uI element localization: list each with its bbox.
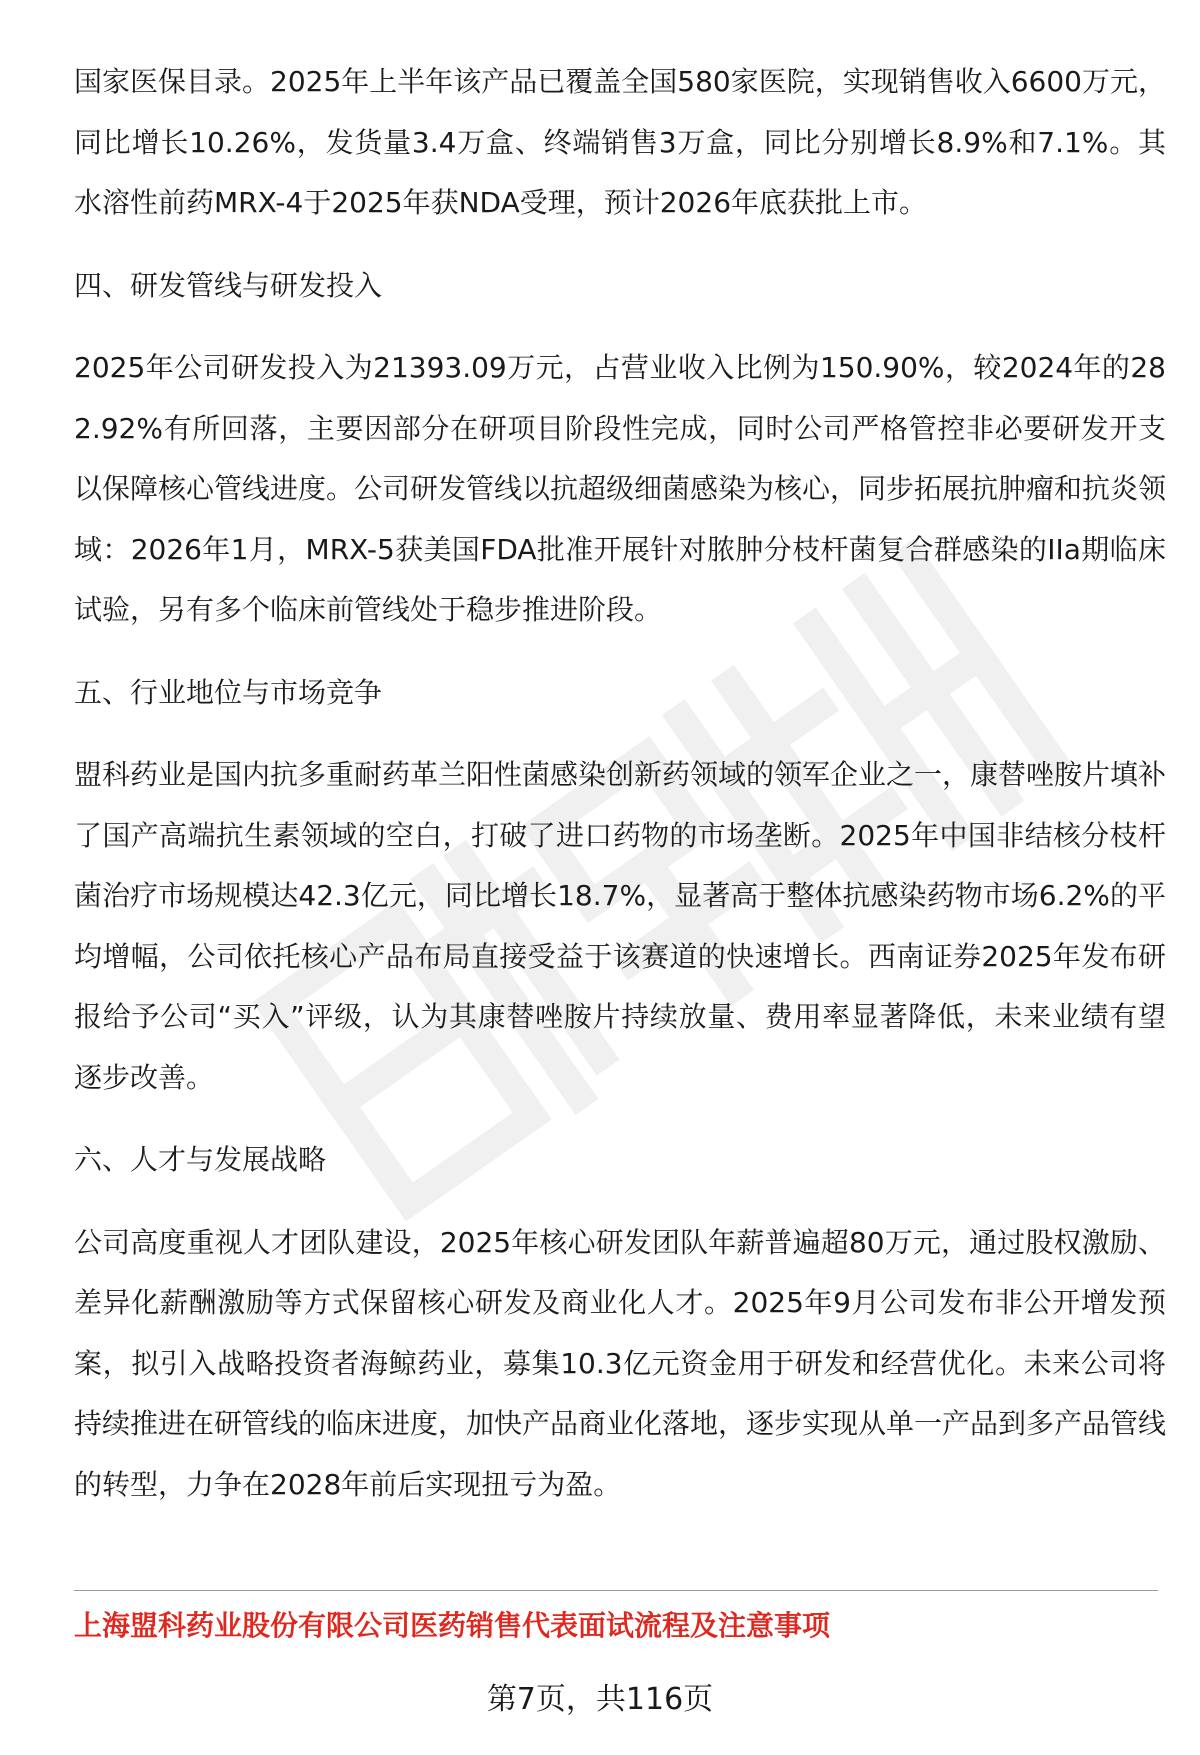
section-heading-talent: 六、人才与发展战略	[74, 1143, 327, 1176]
paragraph-rnd: 2025年公司研发投入为21393.09万元，占营业收入比例为150.90%，较2024年的282.92%有所回落，主要因部分在研项目阶段性完成，同时公司严格管控非必要研发开支以保障核心管线进度。公司研发管线以抗超级细菌感染为核心，同步拓展抗肿瘤和抗炎领域：2026年1月，MRX-5获美国FDA批准开展针对脓肿分枝杆菌复合群感染的IIa期临床试验，另有多个临床前管线处于稳步推进阶段。	[74, 351, 1167, 626]
paragraph-talent: 公司高度重视人才团队建设，2025年核心研发团队年薪普遍超80万元，通过股权激励、差异化薪酬激励等方式保留核心研发及商业化人才。2025年9月公司发布非公开增发预案，拟引入战略投资者海鲸药业，募集10.3亿元资金用于研发和经营优化。未来公司将持续推进在研管线的临床进度，加快产品商业化落地，逐步实现从单一产品到多产品管线的转型，力争在2028年前后实现扭亏为盈。	[74, 1225, 1167, 1501]
paragraph-product-sales: 国家医保目录。2025年上半年该产品已覆盖全国580家医院，实现销售收入6600万元，同比增长10.26%，发货量3.4万盒、终端销售3万盒，同比分别增长8.9%和7.1%。其水溶性前药MRX-4于2025年获NDA受理，预计2026年底获批上市。	[74, 65, 1166, 219]
body-content	[74, 52, 1166, 1515]
paragraph-industry: 盟科药业是国内抗多重耐药革兰阳性菌感染创新药领域的领军企业之一，康替唑胺片填补了国产高端抗生素领域的空白，打破了进口药物的市场垄断。2025年中国非结核分枝杆菌治疗市场规模达42.3亿元，同比增长18.7%，显著高于整体抗感染药物市场6.2%的平均增幅，公司依托核心产品布局直接受益于该赛道的快速增长。西南证券2025年发布研报给予公司“买入”评级，认为其康替唑胺片持续放量、费用率显著降低，未来业绩有望逐步改善。	[74, 758, 1167, 1094]
section-heading-industry: 五、行业地位与市场竞争	[74, 675, 383, 709]
section-heading-rnd: 四、研发管线与研发投入	[74, 268, 383, 302]
page-number: 第7页，共116页	[486, 1682, 714, 1717]
footer-divider	[74, 1590, 1158, 1591]
footer-document-title: 上海盟科药业股份有限公司医药销售代表面试流程及注意事项	[74, 1609, 831, 1642]
